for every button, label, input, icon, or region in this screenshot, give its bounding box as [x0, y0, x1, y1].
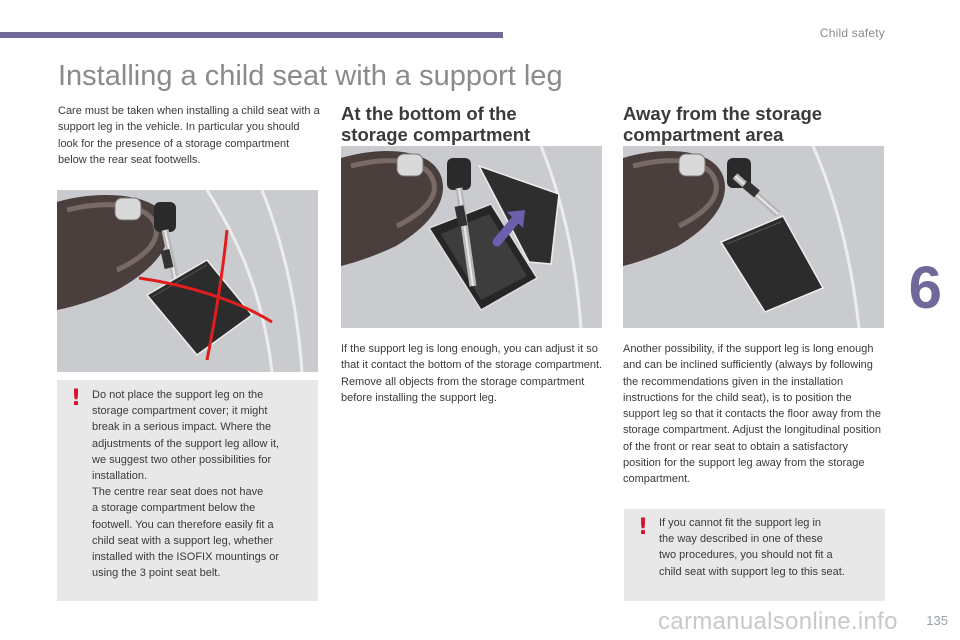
right-column — [623, 103, 885, 145]
right-heading: Away from the storage compartment area — [623, 103, 823, 145]
warning-icon: ! — [71, 386, 82, 411]
warning-text: Do not place the support leg on the storage compartment cover; it might break in a serious impact. Where the adjustments of the support leg allow it, we suggest two other possibilities for installation. The centre rear seat does not have a storage compartment below the footwell. You can therefore easily fit a child seat with a support leg, whether installed with the ISOFIX mountings or using the 3 point seat belt. — [92, 389, 280, 580]
page-title: Installing a child seat with a support leg — [58, 60, 563, 92]
chapter-number: 6 — [908, 254, 942, 321]
illustration-storage-bottom-svg — [341, 146, 602, 328]
warning-icon: ! — [638, 515, 649, 540]
illustration-leg-on-cover — [57, 190, 318, 372]
warning-box-storage-cover — [57, 380, 318, 601]
illustration-away-from-storage-svg — [623, 146, 884, 328]
illustration-leg-on-cover-svg — [57, 190, 318, 372]
header-accent-bar — [0, 32, 503, 38]
watermark: carmanualsonline.info — [658, 608, 898, 635]
warning-text: If you cannot fit the support leg in the way described in one of these two procedures, you should not fit a child seat with support leg to this seat. — [659, 517, 845, 578]
intro-paragraph: Care must be taken when installing a child seat with a support leg in the vehicle. In particular you should look for the presence of a storage compartment below the rear seat footwells. — [58, 105, 320, 166]
illustration-away-from-storage — [623, 146, 884, 328]
section-label: Child safety — [819, 26, 885, 40]
left-column — [58, 103, 320, 168]
page-number: 135 — [926, 613, 948, 628]
right-body — [623, 341, 885, 488]
middle-column — [341, 103, 603, 145]
middle-body — [341, 341, 603, 406]
right-paragraph: Another possibility, if the support leg is long enough and can be inclined sufficiently (always by following the recommendations given in the installation instructions for the child seat), is to position the support leg so that it contacts the floor away from the storage compartment. Adjust the longitudinal position of the front or rear seat to obtain a satisfactory position for the support leg away from the storage compartment. — [623, 343, 882, 486]
warning-box-no-fit — [624, 509, 885, 601]
middle-paragraph: If the support leg is long enough, you can adjust it so that it contact the bottom of the storage compartment. Remove all objects from the storage compartment before installing the support leg. — [341, 343, 603, 404]
illustration-storage-bottom — [341, 146, 602, 328]
middle-heading: At the bottom of the storage compartment — [341, 103, 531, 145]
